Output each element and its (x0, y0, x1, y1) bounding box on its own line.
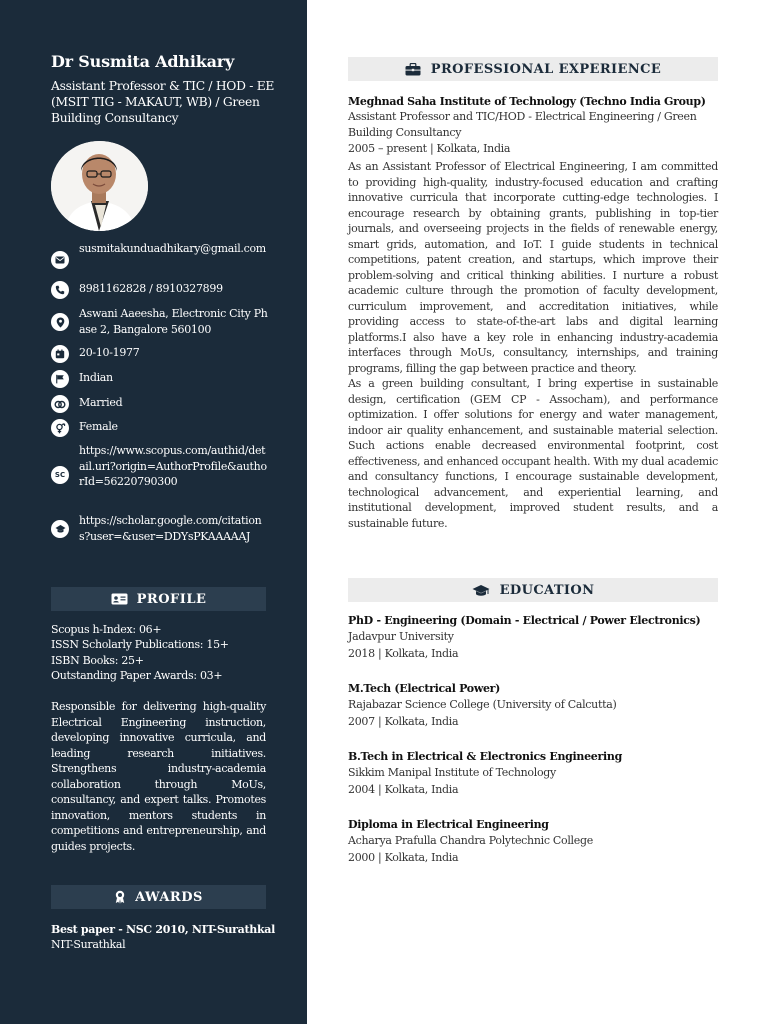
scopus-link[interactable]: https://www.scopus.com/authid/detail.uri?origin=AuthorProfile&authorId=56220790300 (79, 444, 267, 488)
edu-institution: Rajabazar Science College (University of Calcutta) (348, 697, 617, 711)
education-item (348, 681, 718, 730)
edu-institution: Sikkim Manipal Institute of Technology (348, 765, 556, 779)
job-paragraph: As an Assistant Professor of Electrical Engineering, I am committed to providing high-quality, industry-focused education and crafting innovative curricula that incorporate cutting-edge technologies. I encourage research by obtaining grants, publishing in top-tier journals, and overseeing projects in the fields of renewable energy, smart grids, automation, and IoT. I guide students in technical competitions, patent creation, and startups, which improve their problem-solving and critical thinking abilities. I nurture a robust academic culture through the promotion of faculty development, curriculum improvement, and accreditation initiatives, while providing access to state-of-the-art labs and digital learning platforms.I also have a key role in enhancing industry-academia interfaces through MoUs, consultancy, internships, and training programs, filling the gap between practice and theory. (348, 160, 718, 375)
education-item (348, 613, 718, 662)
scholar-link[interactable]: https://scholar.google.com/citations?user=&user=DDYsPKAAAAAJ (79, 514, 262, 543)
calendar-icon (51, 345, 69, 363)
avatar (51, 141, 148, 231)
address-text: Aswani Aaeesha, Electronic City Phase 2, Bangalore 560100 (79, 307, 268, 336)
dob-text: 20-10-1977 (79, 346, 140, 359)
marital-text: Married (79, 396, 123, 409)
experience-heading: PROFESSIONAL EXPERIENCE (430, 61, 662, 77)
award-organization: NIT-Surathkal (51, 938, 126, 951)
gender-icon (51, 419, 69, 437)
mail-icon (51, 251, 69, 269)
flag-icon (51, 370, 69, 388)
location-pin-icon (51, 313, 69, 331)
email-text[interactable]: susmitakunduadhikary@gmail.com (79, 242, 266, 255)
nationality-text: Indian (79, 371, 113, 384)
edu-year-location: 2004 | Kolkata, India (348, 782, 459, 796)
education-item (348, 817, 718, 866)
education-section-header (348, 578, 718, 602)
job-dates-location: 2005 – present | Kolkata, India (348, 142, 511, 155)
award-title: Best paper - NSC 2010, NIT-Surathkal (51, 923, 275, 936)
sidebar (0, 0, 307, 1024)
profile-heading: PROFILE (136, 591, 207, 607)
education-item (348, 749, 718, 798)
edu-institution: Jadavpur University (348, 629, 454, 643)
job-role: Assistant Professor and TIC/HOD - Electrical Engineering / Green Building Consultancy (348, 110, 697, 139)
awards-heading: AWARDS (135, 889, 203, 905)
award-ribbon-icon (114, 890, 126, 904)
stat-line: Outstanding Paper Awards: 03+ (51, 669, 223, 683)
gender-text: Female (79, 420, 118, 433)
experience-section-header (348, 57, 718, 81)
education-heading: EDUCATION (499, 582, 595, 598)
awards-section-header (51, 885, 266, 909)
profile-summary: Responsible for delivering high-quality Electrical Engineering instruction, developing innovative curricula, and leading research initiatives. Strengthens industry-academia collaboration through MoUs, consultancy, and expert talks. Promotes innovation, mentors students in competitions and entrepreneurship, and guides projects. (51, 700, 266, 853)
job-description (348, 159, 718, 531)
edu-year-location: 2007 | Kolkata, India (348, 714, 459, 728)
id-card-icon (111, 593, 128, 605)
edu-degree: Diploma in Electrical Engineering (348, 818, 549, 831)
scopus-icon: SC (51, 466, 69, 484)
edu-degree: B.Tech in Electrical & Electronics Engineering (348, 750, 622, 763)
phone-text[interactable]: 8981162828 / 8910327899 (79, 282, 223, 295)
stat-line: ISBN Books: 25+ (51, 653, 144, 667)
briefcase-icon (405, 63, 421, 76)
profile-section-header (51, 587, 266, 611)
phone-icon (51, 281, 69, 299)
graduation-cap-icon (472, 584, 490, 597)
profile-stats (51, 622, 266, 684)
edu-degree: M.Tech (Electrical Power) (348, 682, 501, 695)
stat-line: Scopus h-Index: 06+ (51, 623, 162, 636)
stat-line: ISSN Scholarly Publications: 15+ (51, 638, 229, 652)
job-paragraph: As a green building consultant, I bring expertise in sustainable design, certification (GEM CP - Assocham), and performance optimization. I offer solutions for energy and water management, indoor air quality enhancement, and sustainable material selection. Such actions enable decreased environmental footprint, cost effectiveness, and enhanced occupant health. With my dual academic and consultancy functions, I encourage sustainable development, technological advancement, and experiential learning, and institutional development, improved student results, and a sustainable future. (348, 377, 718, 530)
edu-institution: Acharya Prafulla Chandra Polytechnic College (348, 833, 593, 847)
candidate-name: Dr Susmita Adhikary (51, 52, 235, 71)
edu-degree: PhD - Engineering (Domain - Electrical / Power Electronics) (348, 614, 701, 627)
edu-year-location: 2018 | Kolkata, India (348, 646, 459, 660)
candidate-title: Assistant Professor & TIC / HOD - EE (MSIT TIG - MAKAUT, WB) / Green Building Consultancy (51, 79, 275, 125)
job-company: Meghnad Saha Institute of Technology (Techno India Group) (348, 95, 706, 108)
graduation-cap-icon (51, 520, 69, 538)
edu-year-location: 2000 | Kolkata, India (348, 850, 459, 864)
rings-icon (51, 395, 69, 413)
